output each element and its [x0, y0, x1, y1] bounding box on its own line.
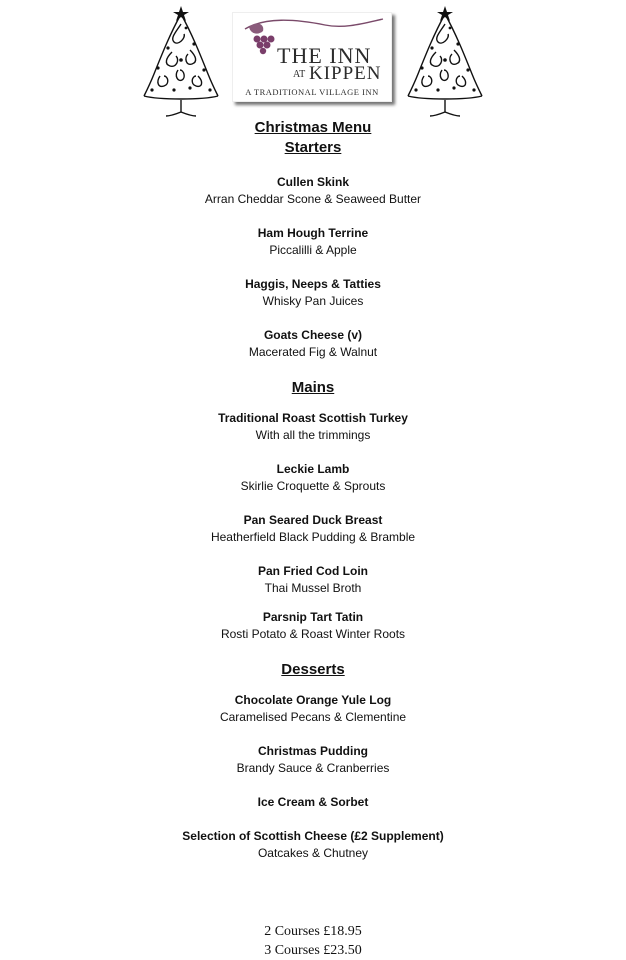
- dish-name: Ice Cream & Sorbet: [257, 795, 369, 809]
- dish-description: Piccalilli & Apple: [269, 243, 357, 257]
- dish-name: Chocolate Orange Yule Log: [234, 693, 392, 707]
- dish-description: Thai Mussel Broth: [264, 581, 362, 595]
- dish-description: Rosti Potato & Roast Winter Roots: [220, 627, 406, 641]
- dish-name: Selection of Scottish Cheese (£2 Supplement): [182, 829, 444, 843]
- dish-description: Macerated Fig & Walnut: [248, 345, 378, 359]
- menu-item: [0, 410, 626, 444]
- price-list: [0, 922, 626, 960]
- header: [0, 0, 626, 120]
- dish-name: Leckie Lamb: [276, 462, 350, 476]
- dish-name: Traditional Roast Scottish Turkey: [218, 411, 408, 425]
- price-three-courses: 3 Courses £23.50: [264, 943, 362, 958]
- dish-description: Brandy Sauce & Cranberries: [236, 761, 390, 775]
- dish-description: Arran Cheddar Scone & Seaweed Butter: [204, 192, 422, 206]
- dish-name: Parsnip Tart Tatin: [262, 610, 364, 624]
- dish-name: Pan Fried Cod Loin: [258, 564, 368, 578]
- dish-name: Ham Hough Terrine: [257, 226, 369, 240]
- dish-description: Oatcakes & Chutney: [257, 846, 369, 860]
- menu-item: [0, 609, 626, 643]
- dish-description: With all the trimmings: [255, 428, 371, 442]
- menu-item: [0, 563, 626, 597]
- christmas-tree-icon: [404, 4, 486, 118]
- menu-item: [0, 461, 626, 495]
- christmas-tree-icon: [140, 4, 222, 118]
- dish-description: Caramelised Pecans & Clementine: [219, 710, 407, 724]
- menu-item: [0, 692, 626, 726]
- section-heading-desserts: Desserts: [281, 661, 345, 678]
- menu-item: [0, 174, 626, 208]
- menu-item: [0, 794, 626, 811]
- logo-name-at: AT: [293, 69, 306, 80]
- dish-description: Whisky Pan Juices: [262, 294, 364, 308]
- menu: [0, 114, 626, 862]
- menu-item: [0, 225, 626, 259]
- logo-name-line1: THE INN: [277, 43, 372, 68]
- dish-name: Cullen Skink: [276, 175, 350, 189]
- logo-name-line2: KIPPEN: [309, 63, 382, 84]
- menu-title: Christmas Menu: [254, 119, 372, 136]
- menu-item: [0, 276, 626, 310]
- price-two-courses: 2 Courses £18.95: [264, 924, 362, 939]
- section-heading-starters: Starters: [284, 139, 342, 156]
- dish-description: Skirlie Croquette & Sprouts: [240, 479, 386, 493]
- dish-name: Goats Cheese (v): [263, 328, 363, 342]
- logo-tagline: A TRADITIONAL VILLAGE INN: [245, 87, 379, 97]
- menu-item: [0, 743, 626, 777]
- menu-item: [0, 327, 626, 361]
- dish-description: Heatherfield Black Pudding & Bramble: [210, 530, 416, 544]
- inn-logo: [232, 12, 392, 102]
- dish-name: Pan Seared Duck Breast: [243, 513, 383, 527]
- menu-item: [0, 828, 626, 862]
- menu-item: [0, 512, 626, 546]
- dish-name: Christmas Pudding: [257, 744, 368, 758]
- dish-name: Haggis, Neeps & Tatties: [245, 277, 381, 291]
- section-heading-mains: Mains: [291, 379, 335, 396]
